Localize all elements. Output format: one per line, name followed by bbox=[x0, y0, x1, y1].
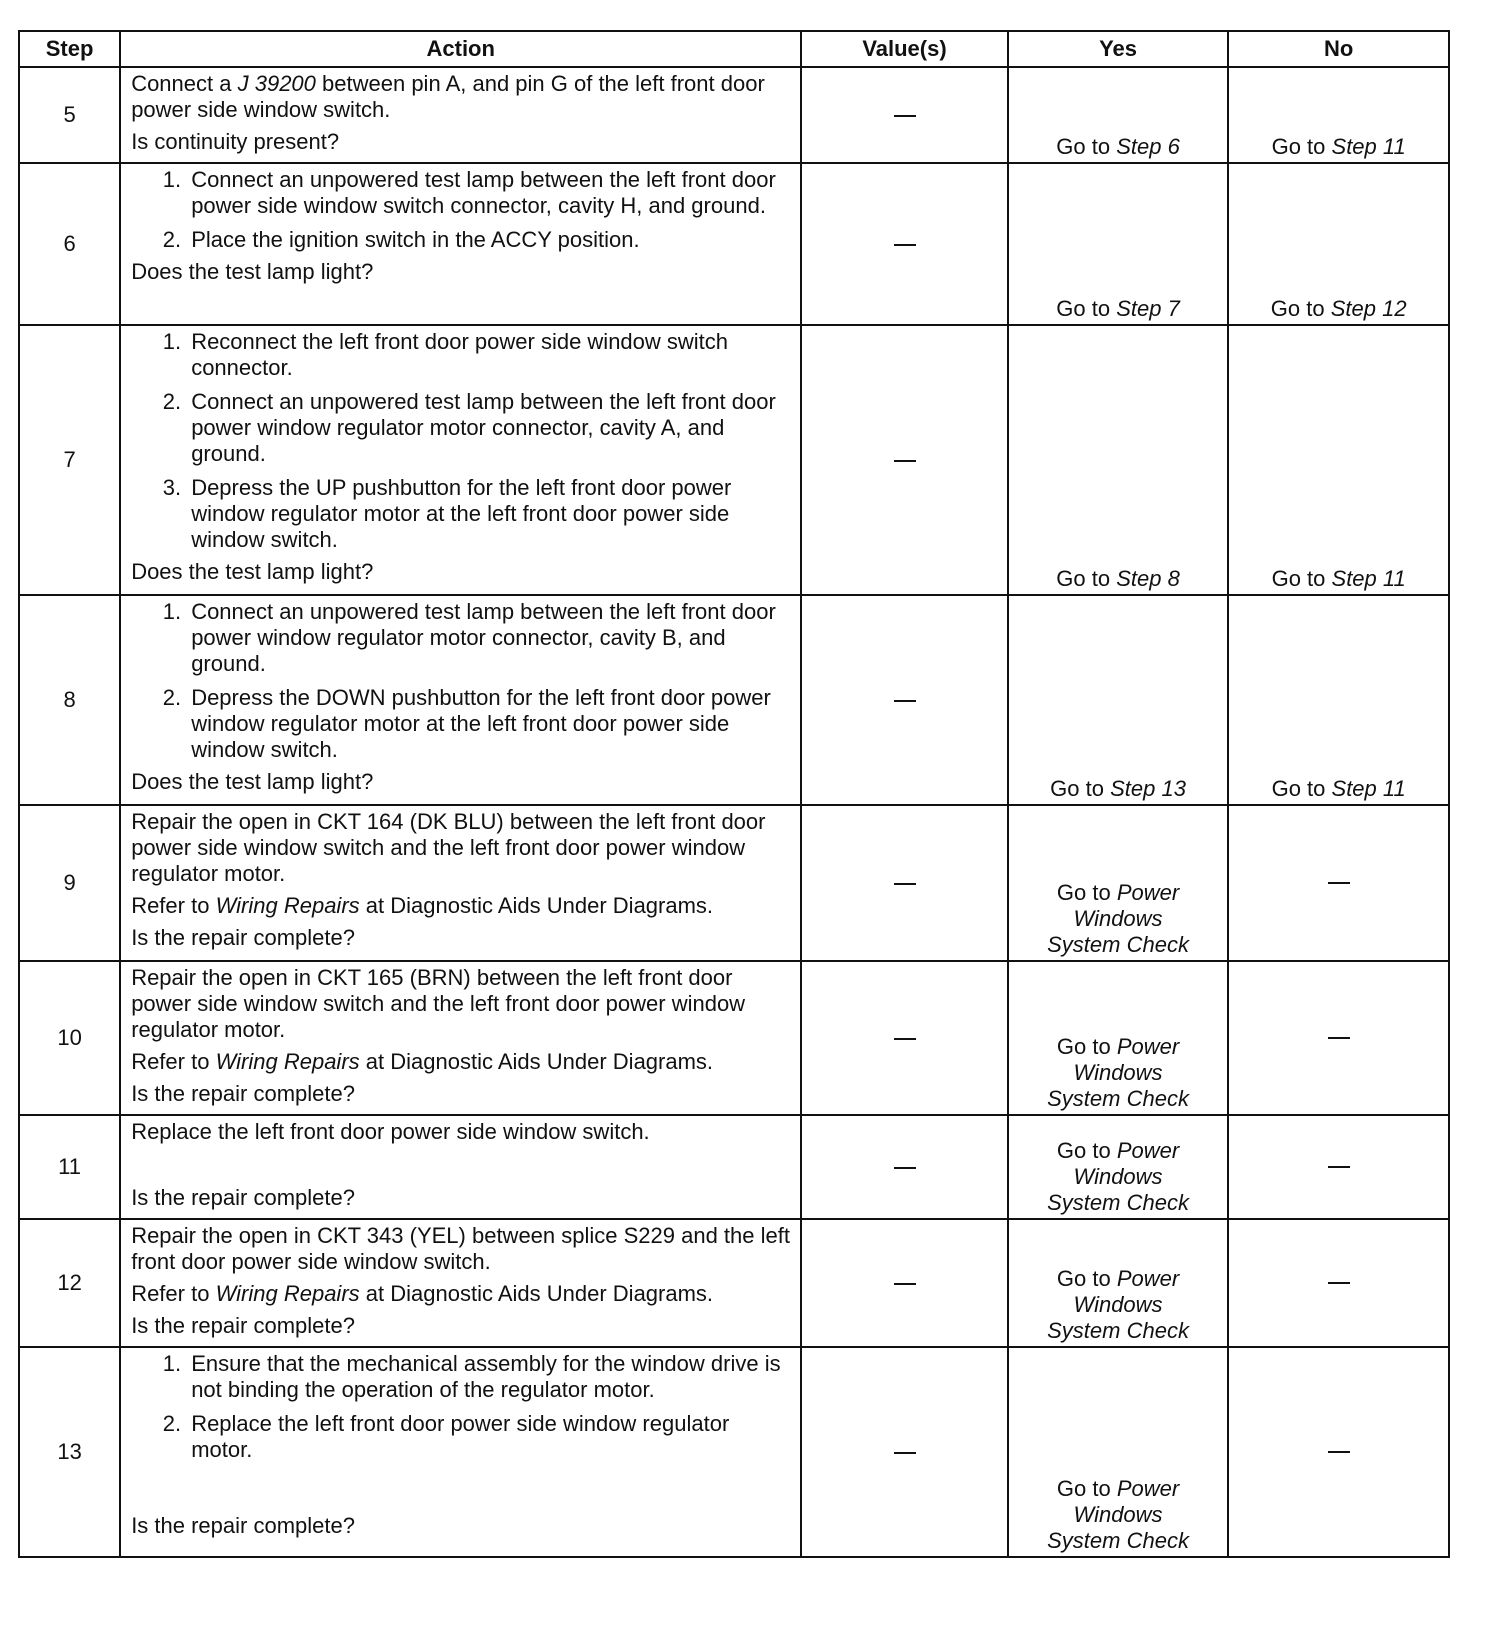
no-cell: Go to Step 11 bbox=[1228, 67, 1449, 163]
dash-mark bbox=[1328, 1282, 1350, 1284]
dash-mark bbox=[1328, 1451, 1350, 1453]
dash-mark bbox=[894, 244, 916, 246]
dash-mark bbox=[894, 883, 916, 885]
dash-mark bbox=[1328, 1166, 1350, 1168]
list-item: 2. Connect an unpowered test lamp between the left front door power window regulator motor connector, cavity A, and ground. bbox=[187, 389, 790, 467]
action-cell bbox=[120, 67, 801, 163]
action-cell bbox=[120, 1219, 801, 1347]
yes-cell: Go to Power Windows System Check bbox=[1008, 961, 1229, 1115]
action-question: Does the test lamp light? bbox=[131, 259, 374, 284]
value-cell bbox=[801, 67, 1007, 163]
yes-cell: Go to Power Windows System Check bbox=[1008, 1347, 1229, 1557]
table-row bbox=[19, 1219, 1449, 1347]
table-row bbox=[19, 1347, 1449, 1557]
no-cell bbox=[1228, 1347, 1449, 1557]
action-list bbox=[131, 599, 790, 763]
no-cell bbox=[1228, 1219, 1449, 1347]
refer-line: Refer to Wiring Repairs at Diagnostic Aids Under Diagrams. bbox=[131, 1281, 714, 1306]
dash-mark bbox=[894, 700, 916, 702]
action-text: Connect a J 39200 between pin A, and pin G of the left front door power side window switch. bbox=[131, 71, 765, 122]
action-cell bbox=[120, 961, 801, 1115]
yes-cell: Go to Step 7 bbox=[1008, 163, 1229, 325]
table-row bbox=[19, 325, 1449, 595]
yes-cell: Go to Step 6 bbox=[1008, 67, 1229, 163]
value-cell bbox=[801, 163, 1007, 325]
no-cell bbox=[1228, 961, 1449, 1115]
header-step: Step bbox=[19, 31, 120, 67]
no-cell bbox=[1228, 1115, 1449, 1219]
value-cell bbox=[801, 595, 1007, 805]
action-cell bbox=[120, 1347, 801, 1557]
list-item: 1. Ensure that the mechanical assembly for the window drive is not binding the operation of the regulator motor. bbox=[187, 1351, 790, 1403]
action-cell bbox=[120, 1115, 801, 1219]
step-number: 7 bbox=[19, 325, 120, 595]
tool-name: J 39200 bbox=[237, 71, 316, 96]
dash-mark bbox=[894, 115, 916, 117]
table-row bbox=[19, 595, 1449, 805]
step-number: 13 bbox=[19, 1347, 120, 1557]
table-row bbox=[19, 163, 1449, 325]
value-cell bbox=[801, 1115, 1007, 1219]
step-number: 6 bbox=[19, 163, 120, 325]
step-number: 12 bbox=[19, 1219, 120, 1347]
refer-line: Refer to Wiring Repairs at Diagnostic Aids Under Diagrams. bbox=[131, 893, 714, 918]
value-cell bbox=[801, 1347, 1007, 1557]
step-number: 9 bbox=[19, 805, 120, 961]
refer-line: Refer to Wiring Repairs at Diagnostic Aids Under Diagrams. bbox=[131, 1049, 714, 1074]
no-cell: Go to Step 12 bbox=[1228, 163, 1449, 325]
dash-mark bbox=[1328, 882, 1350, 884]
header-row bbox=[19, 31, 1449, 67]
table-row bbox=[19, 1115, 1449, 1219]
action-cell bbox=[120, 325, 801, 595]
action-list bbox=[131, 167, 790, 253]
action-question: Is the repair complete? bbox=[131, 1081, 355, 1106]
step-number: 11 bbox=[19, 1115, 120, 1219]
no-cell: Go to Step 11 bbox=[1228, 595, 1449, 805]
action-text: Replace the left front door power side window switch. bbox=[131, 1119, 650, 1144]
yes-cell: Go to Power Windows System Check bbox=[1008, 1115, 1229, 1219]
dash-mark bbox=[894, 1167, 916, 1169]
no-cell: Go to Step 11 bbox=[1228, 325, 1449, 595]
action-question: Does the test lamp light? bbox=[131, 769, 374, 794]
header-value: Value(s) bbox=[801, 31, 1007, 67]
yes-cell: Go to Step 13 bbox=[1008, 595, 1229, 805]
yes-cell: Go to Step 8 bbox=[1008, 325, 1229, 595]
dash-mark bbox=[894, 1283, 916, 1285]
action-cell bbox=[120, 805, 801, 961]
value-cell bbox=[801, 325, 1007, 595]
dash-mark bbox=[1328, 1037, 1350, 1039]
table-row bbox=[19, 961, 1449, 1115]
list-item: 2. Place the ignition switch in the ACCY position. bbox=[187, 227, 790, 253]
action-question: Is the repair complete? bbox=[131, 925, 355, 950]
dash-mark bbox=[894, 1038, 916, 1040]
step-number: 8 bbox=[19, 595, 120, 805]
yes-cell: Go to Power Windows System Check bbox=[1008, 1219, 1229, 1347]
step-number: 5 bbox=[19, 67, 120, 163]
action-text: Repair the open in CKT 164 (DK BLU) between the left front door power side window switch and the left front door power window regulator motor. bbox=[131, 809, 766, 886]
action-question: Does the test lamp light? bbox=[131, 559, 374, 584]
header-action: Action bbox=[120, 31, 801, 67]
dash-mark bbox=[894, 1452, 916, 1454]
value-cell bbox=[801, 961, 1007, 1115]
dash-mark bbox=[894, 460, 916, 462]
header-yes: Yes bbox=[1008, 31, 1229, 67]
list-item: 2. Replace the left front door power side window regulator motor. bbox=[187, 1411, 790, 1463]
action-question: Is the repair complete? bbox=[131, 1185, 355, 1210]
action-list bbox=[131, 329, 790, 553]
action-cell bbox=[120, 163, 801, 325]
yes-cell: Go to Power Windows System Check bbox=[1008, 805, 1229, 961]
value-cell bbox=[801, 805, 1007, 961]
list-item: 3. Depress the UP pushbutton for the left front door power window regulator motor at the left front door power side window switch. bbox=[187, 475, 790, 553]
no-cell bbox=[1228, 805, 1449, 961]
diagnostic-table bbox=[18, 30, 1450, 1558]
action-text: Repair the open in CKT 165 (BRN) between the left front door power side window switch and the left front door power window regulator motor. bbox=[131, 965, 746, 1042]
value-cell bbox=[801, 1219, 1007, 1347]
table-row bbox=[19, 805, 1449, 961]
action-question: Is the repair complete? bbox=[131, 1513, 355, 1538]
list-item: 1. Connect an unpowered test lamp between the left front door power side window switch connector, cavity H, and ground. bbox=[187, 167, 790, 219]
list-item: 1. Reconnect the left front door power side window switch connector. bbox=[187, 329, 790, 381]
list-item: 1. Connect an unpowered test lamp between the left front door power window regulator motor connector, cavity B, and ground. bbox=[187, 599, 790, 677]
list-item: 2. Depress the DOWN pushbutton for the left front door power window regulator motor at the left front door power side window switch. bbox=[187, 685, 790, 763]
action-list bbox=[131, 1351, 790, 1463]
table-row bbox=[19, 67, 1449, 163]
action-cell bbox=[120, 595, 801, 805]
action-question: Is continuity present? bbox=[131, 129, 340, 154]
header-no: No bbox=[1228, 31, 1449, 67]
step-number: 10 bbox=[19, 961, 120, 1115]
action-text: Repair the open in CKT 343 (YEL) between splice S229 and the left front door power side window switch. bbox=[131, 1223, 790, 1274]
action-question: Is the repair complete? bbox=[131, 1313, 355, 1338]
